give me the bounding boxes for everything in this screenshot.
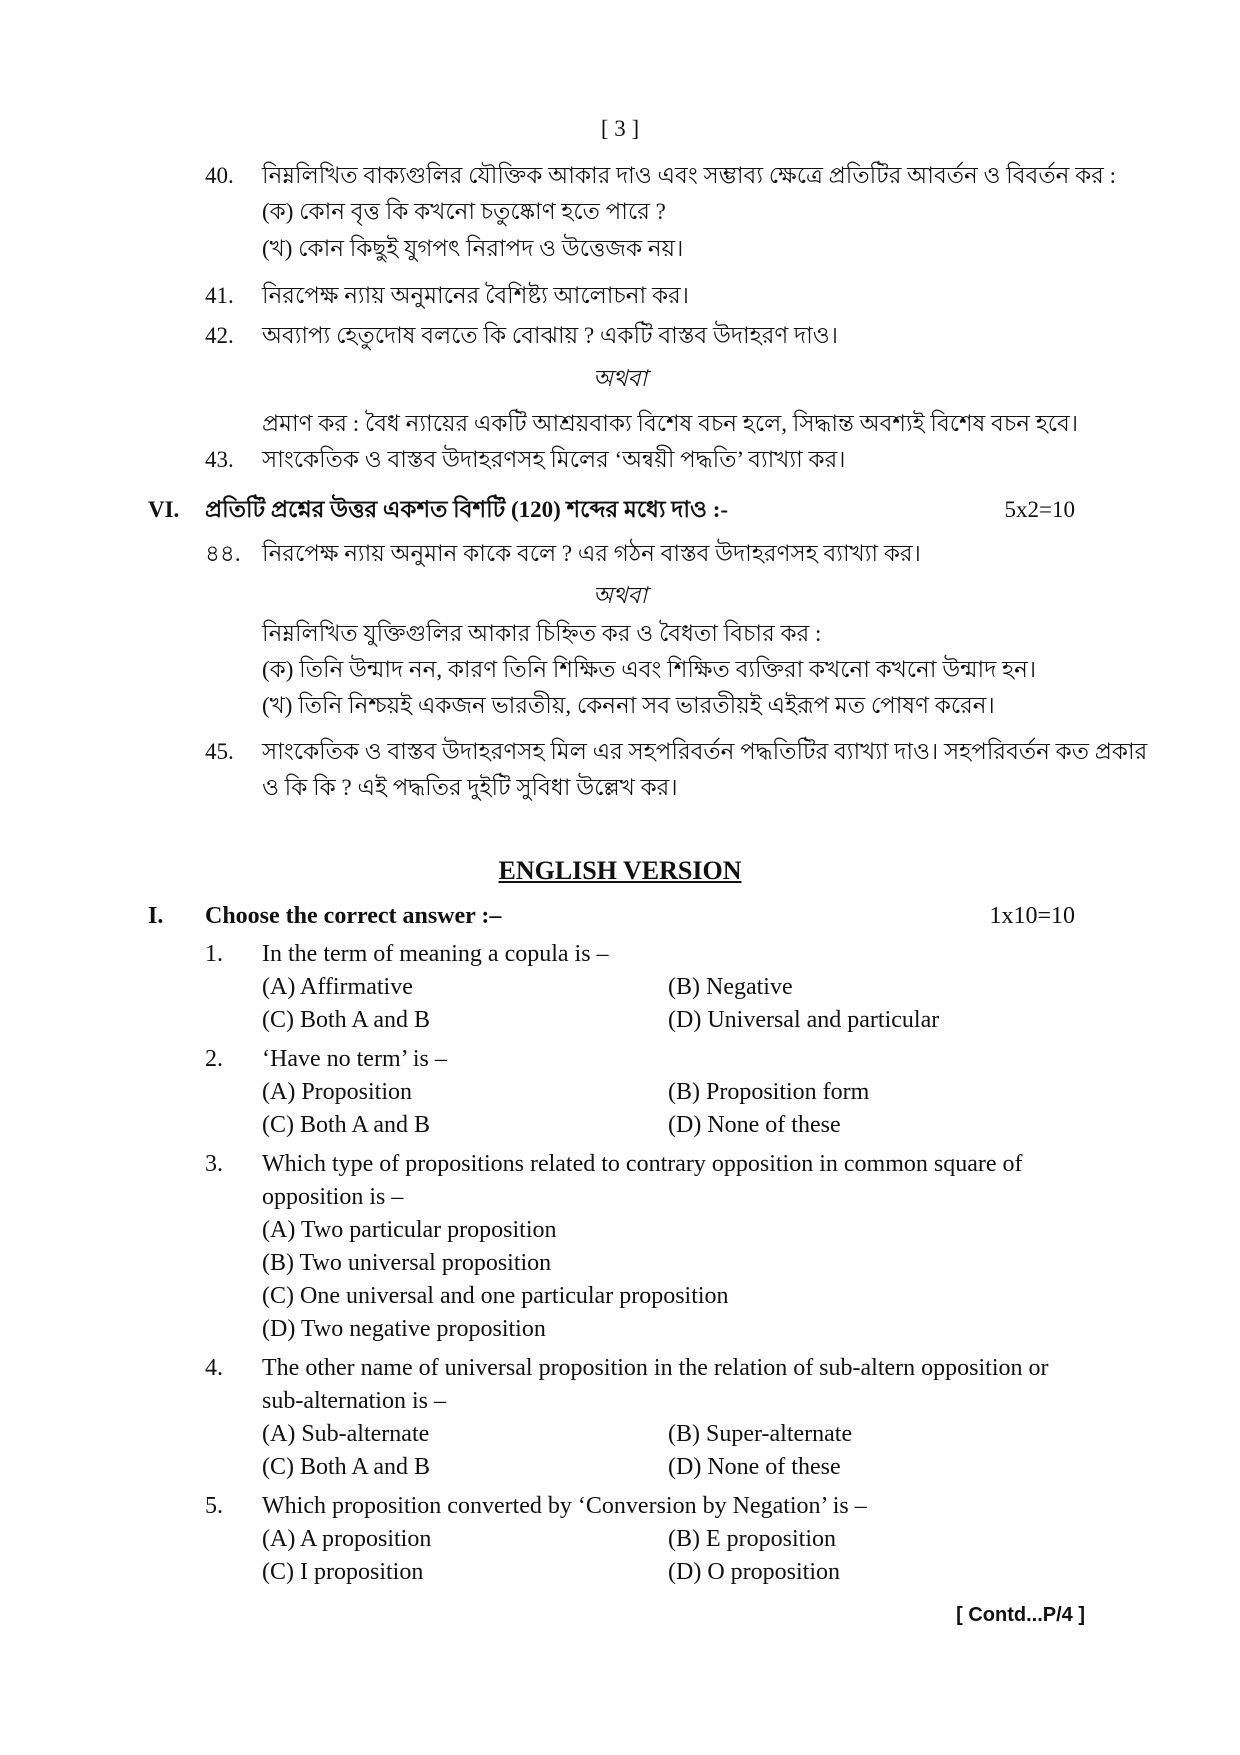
question-text: Which type of propositions related to contrary opposition in common square of: [262, 1151, 1023, 1177]
option-b: (B) Two universal proposition: [262, 1250, 552, 1276]
question-number: 40.: [205, 163, 234, 188]
option-c: (C) One universal and one particular proposition: [262, 1283, 729, 1309]
option-d: (D) Two negative proposition: [262, 1316, 546, 1342]
option-d: (D) None of these: [668, 1454, 841, 1480]
question-text: In the term of meaning a copula is –: [262, 941, 609, 967]
question-number: 4.: [205, 1355, 223, 1381]
option-b: (B) Negative: [668, 974, 793, 1000]
section-heading: Choose the correct answer :–: [205, 903, 502, 929]
or-separator: অথবা: [592, 366, 648, 391]
question-text: নিরপেক্ষ ন্যায় অনুমান কাকে বলে ? এর গঠন বাস্তব উদাহরণসহ ব্যাখ্যা কর।: [262, 541, 921, 566]
question-number: ৪৪.: [205, 541, 241, 566]
option-d: (D) Universal and particular: [668, 1007, 940, 1033]
option-a: (A) Proposition: [262, 1079, 412, 1105]
option-b: (B) E proposition: [668, 1526, 836, 1552]
question-number: 3.: [205, 1151, 223, 1177]
question-number: 41.: [205, 283, 234, 308]
question-number: 42.: [205, 323, 234, 348]
question-number: 1.: [205, 941, 223, 967]
question-text: ও কি কি ? এই পদ্ধতির দুইটি সুবিধা উল্লেখ কর।: [262, 775, 678, 800]
question-number: 45.: [205, 739, 234, 764]
question-text: sub-alternation is –: [262, 1388, 446, 1414]
section-marks: 5x2=10: [1004, 497, 1075, 522]
option-c: (C) Both A and B: [262, 1007, 431, 1033]
english-version-title: ENGLISH VERSION: [498, 856, 742, 885]
question-text: Which proposition converted by ‘Conversion by Negation’ is –: [262, 1493, 867, 1519]
question-text: অব্যাপ্য হেতুদোষ বলতে কি বোঝায় ? একটি বাস্তব উদাহরণ দাও।: [262, 323, 838, 348]
option-d: (D) None of these: [668, 1112, 841, 1138]
question-text: নিরপেক্ষ ন্যায় অনুমানের বৈশিষ্ট্য আলোচনা কর।: [262, 283, 689, 308]
option-a: (A) Sub-alternate: [262, 1421, 430, 1447]
continued-note: [ Contd...P/4 ]: [956, 1604, 1085, 1626]
section-heading: প্রতিটি প্রশ্নের উত্তর একশত বিশটি (120) শব্দের মধ্যে দাও :-: [205, 497, 729, 522]
option-d: (D) O proposition: [668, 1559, 840, 1585]
section-number: VI.: [148, 497, 180, 522]
question-number: 5.: [205, 1493, 223, 1519]
alternative-question: প্রমাণ কর : বৈধ ন্যায়ের একটি আশ্রয়বাক্য বিশেষ বচন হলে, সিদ্ধান্ত অবশ্যই বিশেষ বচন হবে।: [262, 411, 1079, 436]
question-text: ‘Have no term’ is –: [262, 1046, 447, 1072]
or-separator: অথবা: [592, 583, 648, 608]
question-text: নিম্নলিখিত বাক্যগুলির যৌক্তিক আকার দাও এবং সম্ভাব্য ক্ষেত্রে প্রতিটির আবর্তন ও বিবর্তন কর :: [262, 163, 1116, 188]
question-text: সাংকেতিক ও বাস্তব উদাহরণসহ মিল এর সহপরিবর্তন পদ্ধতিটির ব্যাখ্যা দাও। সহপরিবর্তন কত প্রকার: [262, 739, 1148, 764]
option-b: (B) Proposition form: [668, 1079, 870, 1105]
question-subpart: (খ) কোন কিছুই যুগপৎ নিরাপদ ও উত্তেজক নয়।: [262, 236, 684, 261]
question-subpart: (খ) তিনি নিশ্চয়ই একজন ভারতীয়, কেননা সব ভারতীয়ই এইরূপ মত পোষণ করেন।: [262, 693, 995, 718]
question-number: 43.: [205, 447, 234, 472]
question-subpart: (ক) তিনি উন্মাদ নন, কারণ তিনি শিক্ষিত এবং শিক্ষিত ব্যক্তিরা কখনো কখনো উন্মাদ হন।: [262, 657, 1037, 682]
option-c: (C) I proposition: [262, 1559, 424, 1585]
option-c: (C) Both A and B: [262, 1454, 431, 1480]
question-subpart: (ক) কোন বৃত্ত কি কখনো চতুষ্কোণ হতে পারে ?: [262, 199, 666, 224]
option-a: (A) A proposition: [262, 1526, 432, 1552]
question-text: The other name of universal proposition in the relation of sub-altern opposition or: [262, 1355, 1049, 1381]
option-a: (A) Two particular proposition: [262, 1217, 557, 1243]
option-c: (C) Both A and B: [262, 1112, 431, 1138]
question-text: opposition is –: [262, 1184, 404, 1210]
option-b: (B) Super-alternate: [668, 1421, 853, 1447]
alternative-question: নিম্নলিখিত যুক্তিগুলির আকার চিহ্নিত কর ও বৈধতা বিচার কর :: [262, 621, 822, 646]
question-text: সাংকেতিক ও বাস্তব উদাহরণসহ মিলের ‘অন্বয়ী পদ্ধতি’ ব্যাখ্যা কর।: [262, 447, 846, 472]
page-number: [ 3 ]: [600, 116, 640, 141]
question-number: 2.: [205, 1046, 223, 1072]
option-a: (A) Affirmative: [262, 974, 413, 1000]
section-number: I.: [148, 903, 164, 929]
section-marks: 1x10=10: [989, 903, 1075, 929]
